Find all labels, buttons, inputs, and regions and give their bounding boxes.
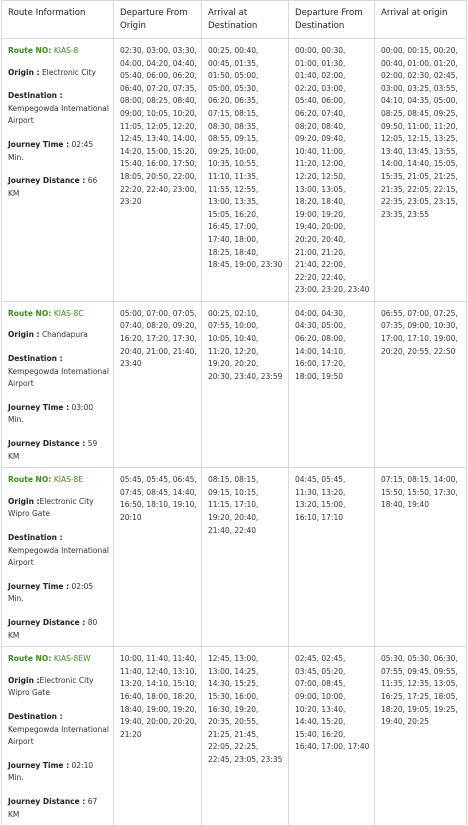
route-destination-label: Destination : xyxy=(8,91,63,101)
departure-from-destination-times: 04:00, 04:30, 04:30, 05:00, 06:20, 08:00, 14:00, 14:10, 16:00, 17:20, 18:00, 19:50 xyxy=(289,301,375,467)
route-journey-distance: Journey Distance : 59 KM xyxy=(8,439,98,461)
header-departure-from-destination: Departure From Destination xyxy=(289,1,375,39)
route-destination: Kempegowda International Airport xyxy=(8,545,109,568)
route-journey-distance: Journey Distance : 67 KM xyxy=(8,796,98,819)
header-arrival-at-destination: Arrival at Destination xyxy=(202,1,289,39)
route-journey-time: Journey Time : 02:10 Min. xyxy=(8,760,94,783)
arrival-at-origin-times: 06:55, 07:00, 07:25, 07:35, 09:00, 10:30, 17:00, 17:10, 19:00, 20:20, 20:55, 22:50 xyxy=(375,301,467,467)
header-route-information: Route Information xyxy=(2,1,114,39)
arrival-at-origin-times: 05:30, 05:30, 06:30, 07:55, 09:45, 09:55, 11:35, 12:35, 13:05, 16:25, 17:25, 18:05, 18:20, 19:05, 19:25, 19:40, 20:25 xyxy=(375,647,467,826)
route-info-cell xyxy=(2,647,114,826)
departure-from-origin-times: 02:30, 03:00, 03:30, 04:00, 04:20, 04:40, 05:40, 06:00, 06:20, 06:40, 07:20, 07:35, 08:00, 08:25, 08:40, 09:00, 10:05, 10:20, 11:05, 12:05, 12:20, 12:45, 13:40, 14:00, 14:20, 15:00, 15:20, 15:40, 16:00, 17:50, 18:05, 20:50, 22:00, 22:20, 22:40, 23:00, 23:20 xyxy=(114,39,202,302)
route-origin: Origin : Chandapura xyxy=(8,330,88,340)
bus-schedule-table xyxy=(1,0,467,826)
route-journey-distance: Journey Distance : 66 KM xyxy=(8,176,98,198)
table-row xyxy=(2,468,467,647)
departure-from-destination-times: 02:45, 02:45, 03:45, 05:20, 07:00, 08:45, 09:00, 10:00, 10:20, 13:40, 14:40, 15:20, 15:40, 16:20, 16:40, 17:00, 17:40 xyxy=(289,647,375,826)
arrival-at-destination-times: 00:25, 02:10, 07:55, 10:00, 10:05, 10:40, 11:20, 12:20, 19:20, 20:20, 20:30, 23:40, 23:59 xyxy=(202,301,289,467)
route-journey-time: Journey Time : 02:45 Min. xyxy=(8,139,94,162)
route-journey-distance: Journey Distance : 80 KM xyxy=(8,617,98,640)
route-destination: Kempegowda International Airport xyxy=(8,103,109,126)
table-row xyxy=(2,301,467,467)
arrival-at-destination-times: 00:25, 00:40, 00:45, 01:35, 01:50, 05:00, 05:00, 05:30, 06:20, 06:35, 07:15, 08:15, 08:30, 08:35, 08:55, 09:15, 09:25, 10:00, 10:35, 10:55, 11:10, 11:35, 11:55, 12:55, 13:00, 13:35, 15:05, 16:20, 16:45, 17:00, 17:40, 18:00, 18:25, 18:40, 18:45, 19:00, 23:30 xyxy=(202,39,289,302)
arrival-at-origin-times: 07:15, 08:15, 14:00, 15:50, 15:50, 17:30, 18:40, 19:40 xyxy=(375,468,467,647)
departure-from-destination-times: 04:45, 05:45, 11:30, 13:20, 13:20, 15:00, 16:10, 17:10 xyxy=(289,468,375,647)
departure-from-origin-times: 05:45, 05:45, 06:45, 07:45, 08:45, 14:40, 16:50, 18:10, 19:10, 20:10 xyxy=(114,468,202,647)
departure-from-destination-times: 00:00, 00:30, 01:00, 01:30, 01:40, 02:00, 02:20, 03:00, 05:40, 06:00, 06:20, 07:40, 08:20, 08:40, 09:20, 09:40, 10:40, 11:00, 11:20, 12:00, 12:20, 12:50, 13:00, 13:05, 18:20, 18:40, 19:00, 19:20, 19:40, 20:00, 20:20, 20:40, 21:00, 21:20, 21:40, 22:00, 22:20, 22:40, 23:00, 23:20, 23:40 xyxy=(289,39,375,302)
route-number: Route NO: KIAS-8E xyxy=(8,475,84,485)
route-journey-time: Journey Time : 02:05 Min. xyxy=(8,581,94,604)
route-destination-label: Destination : xyxy=(8,533,63,542)
departure-from-origin-times: 10:00, 11:40, 11:40, 11:40, 12:40, 13:10, 13:20, 14:10, 15:10, 16:40, 18:00, 18:20, 18:40, 19:00, 19:20, 19:40, 20:00, 20:20, 21:20 xyxy=(114,647,202,826)
table-row xyxy=(2,647,467,826)
table-row xyxy=(2,39,467,302)
route-number: Route NO: KIAS-8EW xyxy=(8,654,91,664)
route-destination: Kempegowda International Airport xyxy=(8,724,109,747)
route-info-cell xyxy=(2,39,114,302)
table-header-row xyxy=(2,1,467,39)
arrival-at-destination-times: 12:45, 13:00, 13:00, 14:25, 14:30, 15:25, 15:30, 16:00, 16:30, 19:20, 20:35, 20:55, 21:25, 21:45, 22:05, 22:25, 22:45, 23:05, 23:35 xyxy=(202,647,289,826)
arrival-at-destination-times: 08:15, 08:15, 09:15, 10:15, 11:15, 17:10, 19:20, 20:40, 21:40, 22:40 xyxy=(202,468,289,647)
route-origin: Origin :Electronic City Wipro Gate xyxy=(8,675,94,698)
route-destination-label: Destination : xyxy=(8,354,63,364)
route-number: Route NO: KIAS-8 xyxy=(8,46,79,55)
route-destination-label: Destination : xyxy=(8,711,63,721)
route-info-cell xyxy=(2,468,114,647)
header-arrival-at-origin: Arrival at origin xyxy=(375,1,467,39)
route-origin: Origin : Electronic City xyxy=(8,67,96,77)
arrival-at-origin-times: 00:00, 00:15, 00:20, 00:40, 01:00, 01:20, 02:00, 02:30, 02:45, 03:00, 03:25, 03:55, 04:10, 04:35, 05:00, 08:25, 08:45, 09:25, 09:50, 11:00, 11:20, 12:05, 12:15, 13:25, 13:40, 13:45, 13:55, 14:00, 14:40, 15:05, 15:35, 21:05, 21:25, 21:35, 22:05, 22:15, 22:35, 23:05, 23:15, 23:35, 23:55 xyxy=(375,39,467,302)
route-origin: Origin :Electronic City Wipro Gate xyxy=(8,496,94,519)
header-departure-from-origin: Departure From Origin xyxy=(114,1,202,39)
route-journey-time: Journey Time : 03:00 Min. xyxy=(8,402,94,425)
route-number: Route NO: KIAS-8C xyxy=(8,308,84,318)
route-destination: Kempegowda International Airport xyxy=(8,366,109,389)
route-info-cell xyxy=(2,301,114,467)
departure-from-origin-times: 05:00, 07:00, 07:05, 07:40, 08:20, 09:20, 16:20, 17:20, 17:30, 20:40, 21:00, 21:40, 23:40 xyxy=(114,301,202,467)
